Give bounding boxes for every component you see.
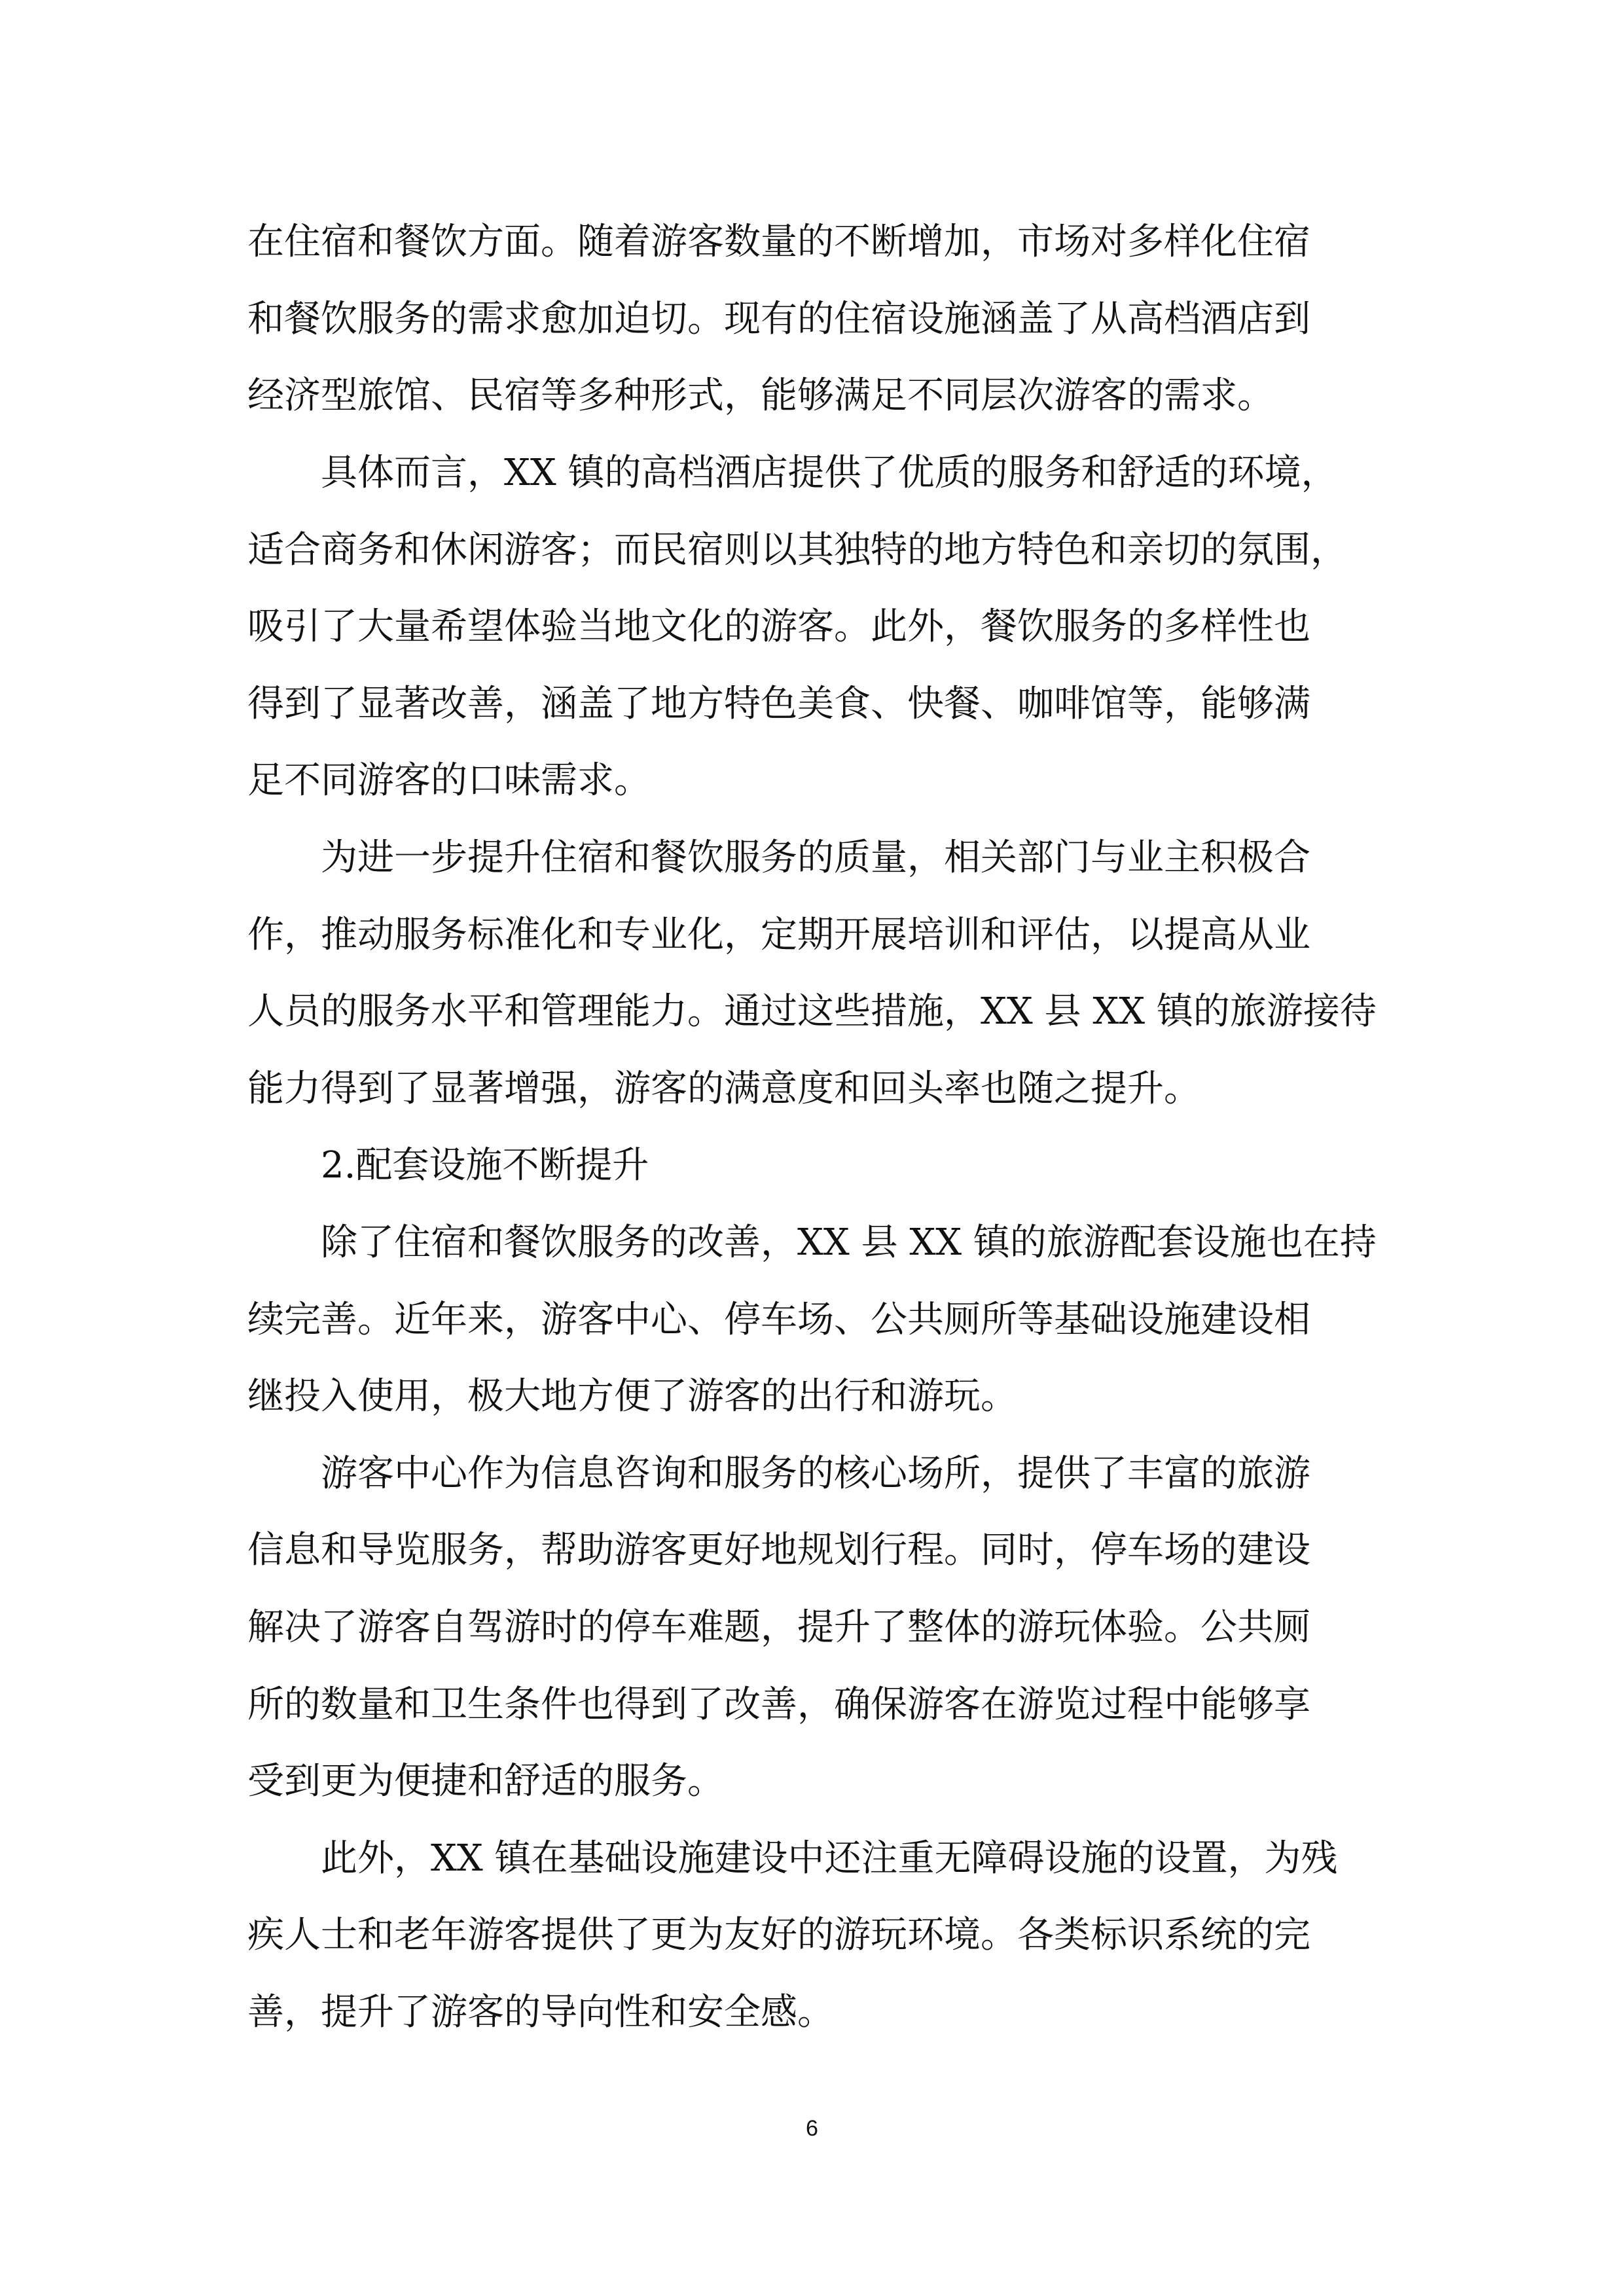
body-text-line: 人员的服务水平和管理能力。通过这些措施，XX 县 XX 镇的旅游接待 [247,990,1377,1033]
paragraph-first-line: 游客中心作为信息咨询和服务的核心场所，提供了丰富的旅游 [321,1452,1310,1495]
body-text-line: 吸引了大量希望体验当地文化的游客。此外，餐饮服务的多样性也 [247,605,1310,648]
page-number: 6 [806,2116,818,2141]
paragraph-first-line: 除了住宿和餐饮服务的改善，XX 县 XX 镇的旅游配套设施也在持 [321,1221,1377,1264]
paragraph-first-line: 具体而言，XX 镇的高档酒店提供了优质的服务和舒适的环境， [321,452,1338,494]
section-heading: 2.配套设施不断提升 [321,1144,649,1187]
paragraph-first-line: 为进一步提升住宿和餐饮服务的质量，相关部门与业主积极合 [321,836,1310,879]
body-text-line: 经济型旅馆、民宿等多种形式，能够满足不同层次游客的需求。 [247,374,1274,417]
body-text-line: 能力得到了显著增强，游客的满意度和回头率也随之提升。 [247,1067,1200,1110]
paragraph-first-line: 此外，XX 镇在基础设施建设中还注重无障碍设施的设置，为残 [321,1837,1338,1880]
body-text-line: 作，推动服务标准化和专业化，定期开展培训和评估，以提高从业 [247,914,1310,956]
body-text-line: 解决了游客自驾游时的停车难题，提升了整体的游玩体验。公共厕 [247,1606,1310,1649]
body-text-line: 足不同游客的口味需求。 [247,759,651,802]
body-text-line: 继投入使用，极大地方便了游客的出行和游玩。 [247,1375,1017,1418]
body-text-line: 所的数量和卫生条件也得到了改善，确保游客在游览过程中能够享 [247,1683,1310,1726]
body-text-line: 在住宿和餐饮方面。随着游客数量的不断增加，市场对多样化住宿 [247,221,1310,263]
body-text-line: 受到更为便捷和舒适的服务。 [247,1760,724,1803]
body-text-line: 信息和导览服务，帮助游客更好地规划行程。同时，停车场的建设 [247,1529,1310,1571]
body-text-line: 得到了显著改善，涵盖了地方特色美食、快餐、咖啡馆等，能够满 [247,683,1310,725]
body-text-line: 续完善。近年来，游客中心、停车场、公共厕所等基础设施建设相 [247,1299,1310,1341]
body-text-line: 和餐饮服务的需求愈加迫切。现有的住宿设施涵盖了从高档酒店到 [247,298,1310,340]
body-text-line: 疾人士和老年游客提供了更为友好的游玩环境。各类标识系统的完 [247,1914,1310,1956]
body-text-line: 善，提升了游客的导向性和安全感。 [247,1991,834,2034]
body-text-line: 适合商务和休闲游客；而民宿则以其独特的地方特色和亲切的氛围， [247,529,1347,571]
